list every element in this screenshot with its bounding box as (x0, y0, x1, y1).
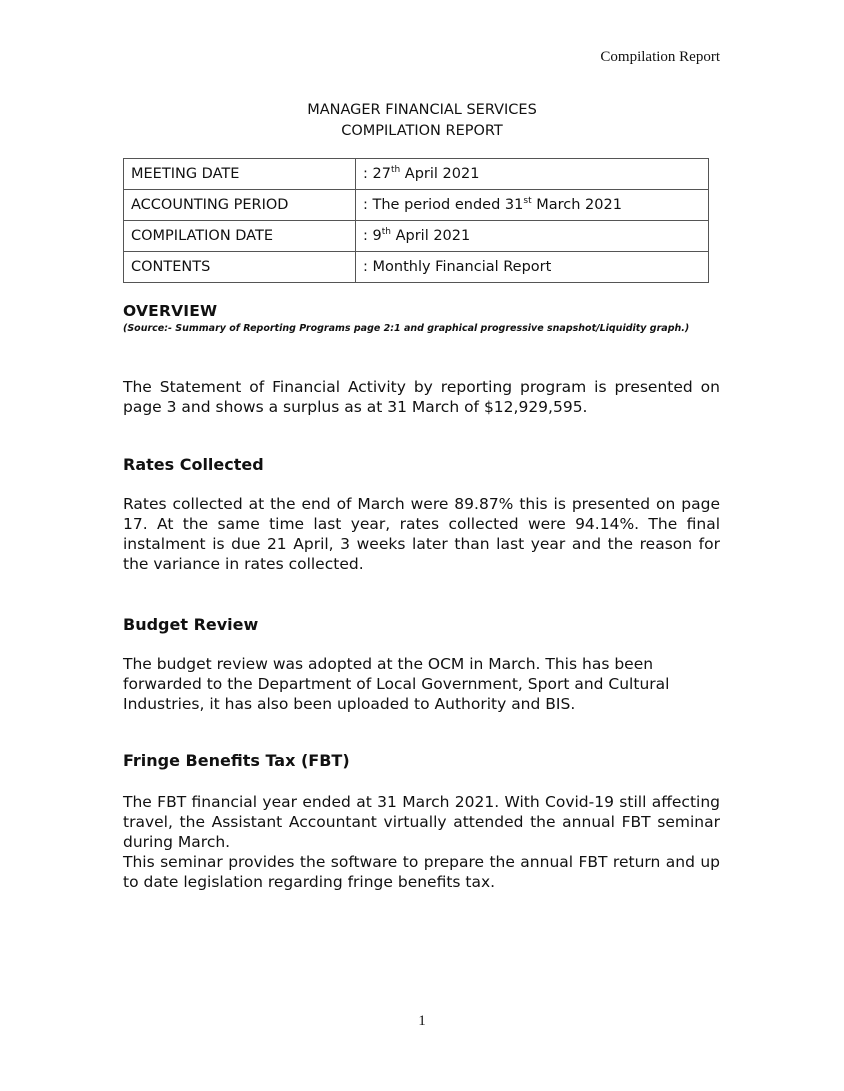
running-header: Compilation Report (600, 49, 720, 65)
document-title (0, 100, 844, 142)
table-row (124, 221, 709, 252)
overview-paragraph: The Statement of Financial Activity by reporting program is presented on page 3 and shows a surplus as at 31 March of $12,929,595. (123, 378, 720, 416)
table-row (124, 190, 709, 221)
overview-heading: OVERVIEW (123, 302, 218, 320)
fbt-heading: Fringe Benefits Tax (FBT) (123, 751, 350, 770)
rates-collected-heading: Rates Collected (123, 455, 264, 474)
meeting-date-value: : 27th April 2021 (356, 159, 709, 190)
title-line-1: MANAGER FINANCIAL SERVICES (307, 102, 537, 118)
table-row (124, 252, 709, 283)
fbt-paragraph-1: The FBT financial year ended at 31 March 2021. With Covid-19 still affecting travel, the Assistant Accountant virtually attended the annual FBT seminar during March. (123, 793, 720, 851)
accounting-period-value: : The period ended 31st March 2021 (356, 190, 709, 221)
budget-review-paragraph: The budget review was adopted at the OCM in March. This has been forwarded to the Department of Local Government, Sport and Cultural Industries, it has also been uploaded to Authority and BIS. (123, 655, 670, 713)
title-line-2: COMPILATION REPORT (341, 123, 503, 139)
compilation-date-label: COMPILATION DATE (124, 221, 356, 252)
overview-source-note: (Source:- Summary of Reporting Programs page 2:1 and graphical progressive snapshot/Liquidity graph.) (123, 323, 690, 334)
rates-collected-paragraph: Rates collected at the end of March were 89.87% this is presented on page 17. At the same time last year, rates collected were 94.14%. The final instalment is due 21 April, 3 weeks later than last year and the reason for the variance in rates collected. (123, 495, 720, 573)
fbt-paragraph-2: This seminar provides the software to prepare the annual FBT return and up to date legislation regarding fringe benefits tax. (123, 853, 720, 891)
contents-label: CONTENTS (124, 252, 356, 283)
contents-value: : Monthly Financial Report (356, 252, 709, 283)
budget-review-heading: Budget Review (123, 615, 259, 634)
page-number: 1 (418, 1013, 426, 1029)
table-row (124, 159, 709, 190)
compilation-date-value: : 9th April 2021 (356, 221, 709, 252)
meeting-date-label: MEETING DATE (124, 159, 356, 190)
accounting-period-label: ACCOUNTING PERIOD (124, 190, 356, 221)
meeting-info-table (123, 158, 709, 283)
